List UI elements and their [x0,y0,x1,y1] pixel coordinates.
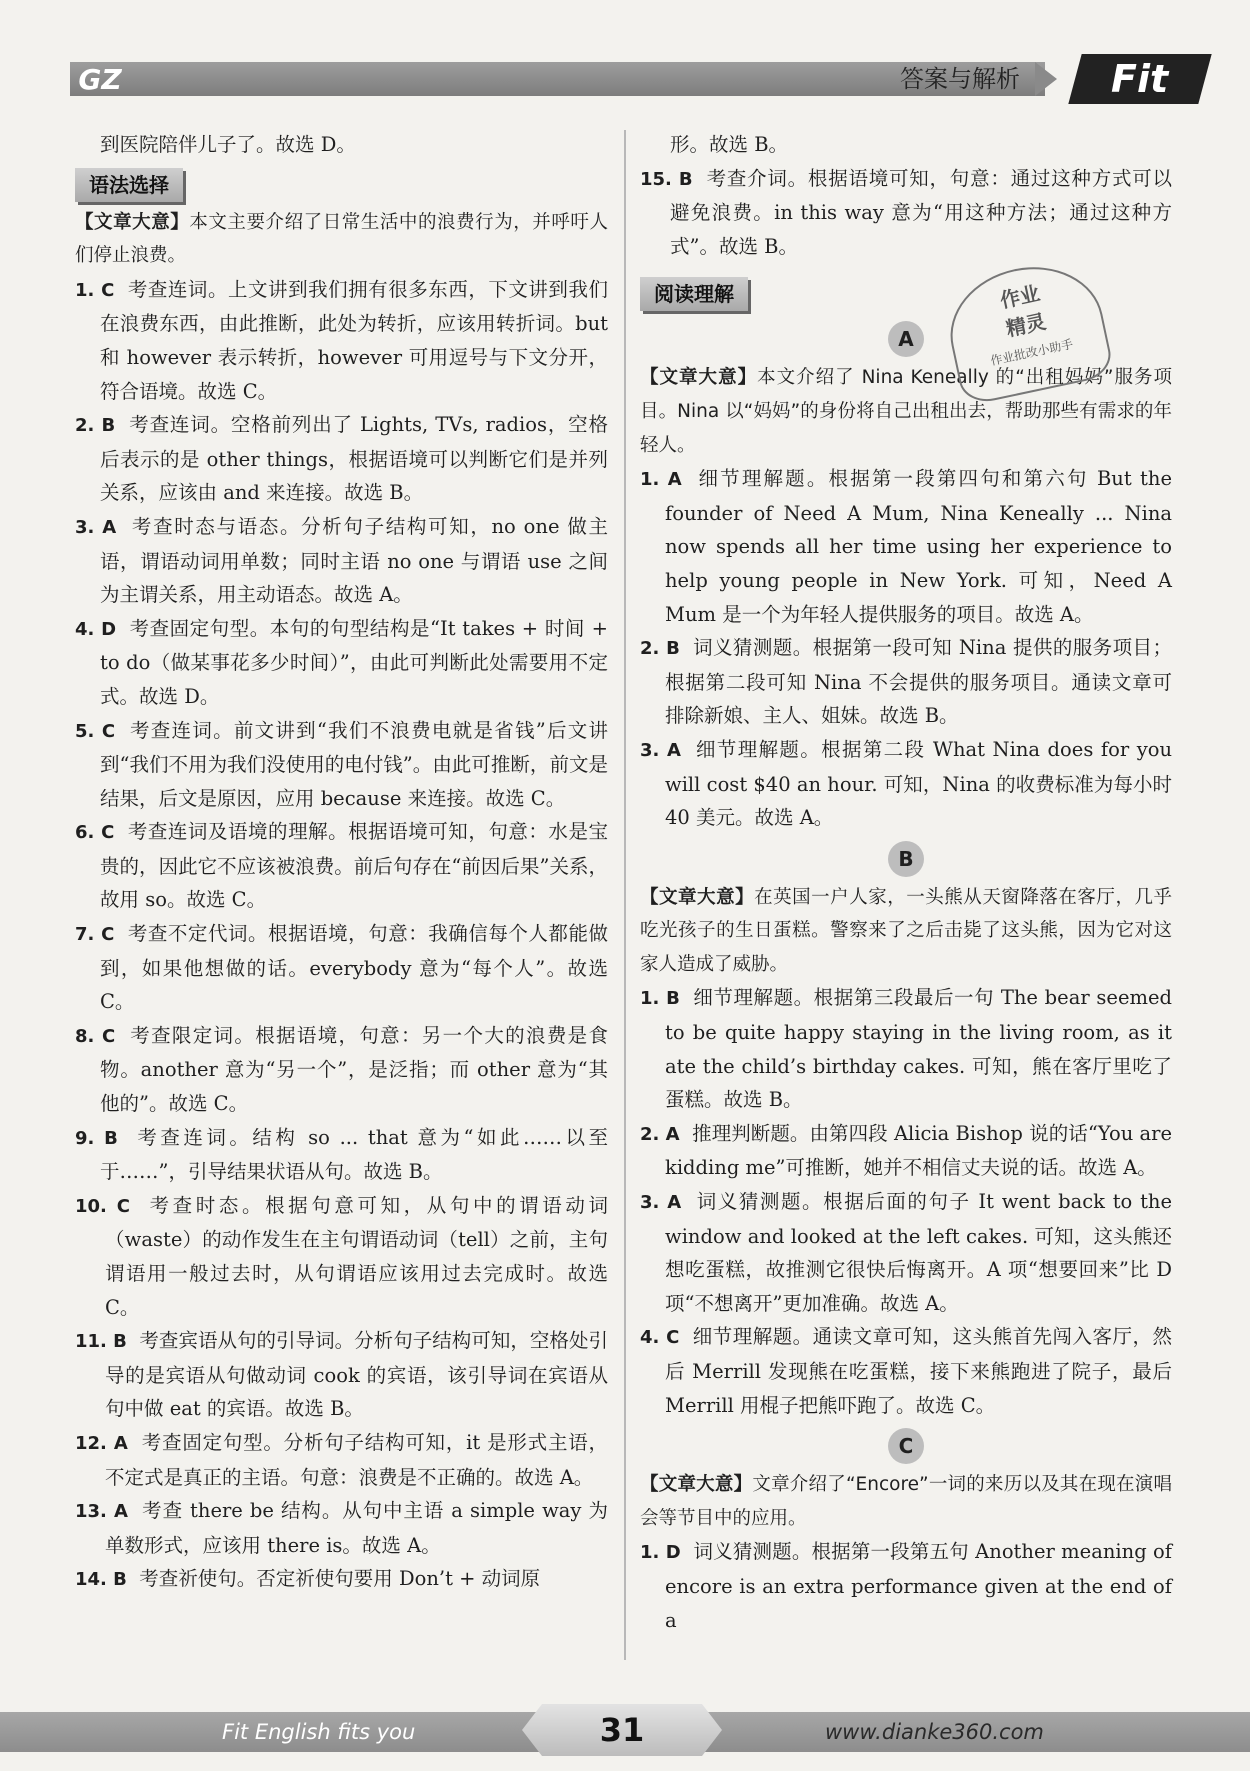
answer-number: 1. C [75,279,115,301]
answer-item [75,1324,608,1426]
answer-number: 1. D [640,1542,681,1564]
answer-number: 3. A [640,1192,682,1214]
summary-text: 本文介绍了 Nina Keneally 的“出租妈妈”服务项目。Nina 以“妈妈”的身份将自己出租出去，帮助那些有需求的年轻人。 [640,367,1172,456]
answer-text: 考查连词。空格前列出了 Lights, TVs, radios，空格后表示的是 other things，根据语境可以判断它们是并列关系，应该由 and 来连接。故选 B。 [100,413,608,505]
answer-text: 考查祈使句。否定祈使句要用 Don’t + 动词原 [139,1567,541,1591]
answer-item [640,733,1172,835]
answer-number: 4. D [75,618,117,640]
answer-item [75,714,608,816]
answer-text: 考查连词。上文讲到我们拥有很多东西，下文讲到我们在浪费东西，由此推断，此处为转折，应该用转折词。but 和 however 表示转折，however 可用逗号与下文分开，符合语境。故选 C。 [100,277,608,403]
page-footer [0,1712,1250,1752]
answer-number: 6. C [75,822,115,844]
answer-number: 8. C [75,1025,116,1047]
answer-number: 3. A [640,739,681,761]
fit-logo-text: Fit [1111,57,1169,101]
answer-text: 考查不定代词。根据语境，句意：我确信每个人都能做到，如果他想做的话。everybody 意为“每个人”。故选 C。 [100,922,608,1014]
answer-text: 考查 there be 结构。从句中主语 a simple way 为单数形式，应该用 there is。故选 A。 [105,1499,608,1557]
answer-item [75,1562,608,1597]
answer-item [640,1185,1172,1320]
answer-text: 考查时态与语态。分析句子结构可知，no one 做主语，谓语动词用单数；同时主语 no one 与谓语 use 之间为主谓关系，用主动语态。故选 A。 [100,514,608,607]
answer-text: 考查固定句型。分析句子结构可知，it 是形式主语，不定式是真正的主语。句意：浪费是不正确的。故选 A。 [105,1430,608,1489]
answer-text: 考查连词及语境的理解。根据语境可知，句意：水是宝贵的，因此它不应该被浪费。前后句存在“前因后果”关系，故用 so。故选 C。 [100,820,608,912]
answer-number: 1. A [640,469,682,491]
stamp-line-3: 作业批改小助手 [989,336,1075,369]
answer-text: 词义猜测题。根据后面的句子 It went back to the window and looked at the left cakes. 可知，这头熊还想吃蛋糕，故推测它很快后悔离开。A 项“想要回来”比 D 项“不想离开”更加准确。故选 A。 [665,1190,1173,1315]
gz-logo: GZ [78,62,122,96]
answer-text: 考查限定词。根据语境，句意：另一个大的浪费是食物。another 意为“另一个”，是泛指；而 other 意为“其他的”。故选 C。 [100,1023,608,1116]
answer-number: 9. B [75,1127,118,1149]
answer-item [75,510,608,612]
answer-number: 2. A [640,1123,680,1145]
answer-item [640,631,1172,733]
answer-number: 14. B [75,1569,127,1591]
answer-item [75,815,608,917]
grammar-answer-list [75,273,608,1597]
summary-label: 【文章大意】 [640,367,758,389]
passage-label-a: A [888,321,924,357]
answer-text: 考查固定句型。本句的句型结构是“It takes + 时间 + to do（做某事花多少时间）”，由此可判断此处需要用不定式。故选 D。 [100,616,608,708]
answer-number: 2. B [640,638,680,660]
summary-text: 文章介绍了“Encore”一词的来历以及其在现在演唱会等节目中的应用。 [640,1474,1172,1529]
footer-website[interactable]: www.dianke360.com [825,1720,1044,1744]
header-title: 答案与解析 [900,65,1020,93]
answer-text: 考查时态。根据句意可知，从句中的谓语动词（waste）的动作发生在主句谓语动词（tell）之前，主句谓语用一般过去时，从句谓语应该用过去完成时。故选 C。 [105,1193,608,1319]
answer-text: 考查连词。前文讲到“我们不浪费电就是省钱”后文讲到“我们不用为我们没使用的电付钱”。由此可推断，前文是结果，后文是原因，应用 because 来连接。故选 C。 [100,718,608,810]
answer-number: 3. A [75,516,117,538]
answer-number: 10. C [75,1195,130,1217]
answer-number: 15. B [640,168,693,190]
passage-label-b: B [888,841,924,877]
answer-item [640,462,1172,631]
answer-text: 细节理解题。根据第一段第四句和第六句 But the founder of Need A Mum, Nina Keneally ... Nina now spends all her time using her experience to help young people in New York. 可知，Need A Mum 是一个为年轻人提供服务的项目。故选 A。 [665,467,1172,626]
page-header [70,58,1210,100]
answer-item [75,1121,608,1189]
header-arrow-icon [1035,62,1057,96]
intro-line: 到医院陪伴儿子了。故选 D。 [100,133,356,156]
answer-item [640,162,1172,264]
answer-item [75,273,608,408]
answer-number: 2. B [75,415,116,437]
header-bar [70,62,1045,96]
answer-item [640,1535,1172,1637]
answer-item [75,612,608,714]
summary-label: 【文章大意】 [640,886,755,908]
summary-passage-b [640,881,1172,982]
continued-line: 形。故选 B。 [670,133,789,156]
answer-item [640,1117,1172,1185]
summary-text: 本文主要介绍了日常生活中的浪费行为，并呼吁人们停止浪费。 [75,211,608,267]
section-title-reading: 阅读理解 [640,277,748,311]
reading-sections [640,321,1172,1637]
answer-text: 细节理解题。通读文章可知，这头熊首先闯入客厅，然后 Merrill 发现熊在吃蛋糕，接下来熊跑进了院子，最后 Merrill 用棍子把熊吓跑了。故选 C。 [665,1325,1172,1417]
answer-number: 7. C [75,924,115,946]
answer-text: 推理判断题。由第四段 Alicia Bishop 说的话“You are kidding me”可推断，她并不相信丈夫说的话。故选 A。 [665,1121,1173,1180]
summary-label: 【文章大意】 [75,211,190,233]
answer-item [640,1320,1172,1422]
footer-slogan: Fit English fits you [222,1720,416,1744]
answer-text: 词义猜测题。根据第一段可知 Nina 提供的服务项目；根据第二段可知 Nina 不会提供的服务项目。通读文章可排除新娘、主人、姐妹。故选 B。 [665,636,1172,728]
summary-passage-c [640,1468,1172,1535]
answer-number: 1. B [640,988,680,1010]
section-title-grammar: 语法选择 [75,168,183,202]
answer-number: 13. A [75,1501,128,1523]
answer-text: 考查宾语从句的引导词。分析句子结构可知，空格处引导的是宾语从句做动词 cook 的宾语，该引导词在宾语从句中做 eat 的宾语。故选 B。 [105,1329,608,1421]
answer-item [75,1019,608,1121]
summary-grammar [75,206,608,273]
answer-number: 11. B [75,1331,127,1353]
answer-number: 12. A [75,1432,128,1454]
summary-text: 在英国一户人家，一头熊从天窗降落在客厅，几乎吃光孩子的生日蛋糕。警察来了之后击毙了这头熊，因为它对这家人造成了威胁。 [640,886,1172,975]
answer-item [640,981,1172,1116]
answer-item [75,917,608,1019]
page-number: 31 [599,1711,645,1749]
column-divider [624,130,626,1660]
answer-text: 词义猜测题。根据第一段第五句 Another meaning of encore is an extra performance given at the end of a [665,1540,1172,1632]
answer-item [75,1189,608,1324]
fit-logo [1068,54,1211,104]
stamp-line-2: 精灵 [1003,309,1049,342]
left-column [75,128,608,1597]
answer-item [75,1426,608,1494]
answer-text: 细节理解题。根据第二段 What Nina does for you will cost $40 an hour. 可知，Nina 的收费标准为每小时 40 美元。故选 A。 [665,737,1173,830]
stamp-line-1: 作业 [997,280,1042,313]
answer-item [75,408,608,510]
answer-item [75,1494,608,1562]
answer-text: 考查介词。根据语境可知，句意：通过这种方式可以避免浪费。in this way 意为“用这种方法；通过这种方式”。故选 B。 [670,166,1172,258]
answer-number: 5. C [75,720,116,742]
passage-label-c: C [888,1428,924,1464]
answer-number: 4. C [640,1327,680,1349]
answer-text: 细节理解题。根据第三段最后一句 The bear seemed to be quite happy staying in the living room, as it ate the child’s birthday cakes. 可知，熊在客厅里吃了蛋糕。故选 B。 [665,986,1172,1112]
answer-text: 考查连词。结构 so ... that 意为“如此……以至于……”，引导结果状语从句。故选 B。 [100,1125,609,1184]
summary-label: 【文章大意】 [640,1474,753,1496]
